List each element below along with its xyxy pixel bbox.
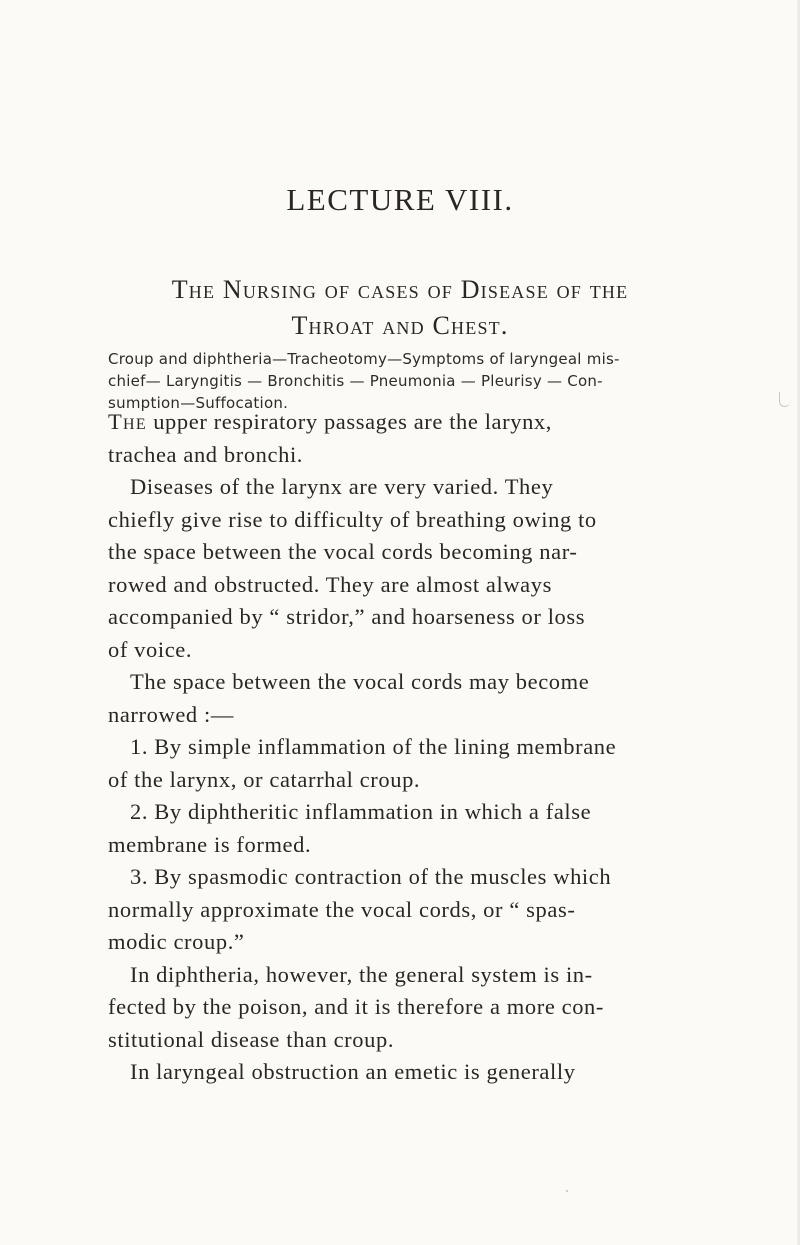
summary-line: chief— Laryngitis — Bronchitis — Pneumonia — Pleurisy — Con-	[108, 372, 603, 390]
body-line: 2. By diphtheritic inflammation in which a false	[130, 799, 592, 824]
body-line	[108, 406, 748, 439]
body-line: fected by the poison, and it is therefore a more con-	[108, 994, 605, 1019]
body-line: The space between the vocal cords may become	[130, 669, 590, 694]
lecture-heading: LECTURE VIII.	[286, 182, 514, 217]
paper-speck	[566, 1190, 568, 1192]
body-line: trachea and bronchi.	[108, 441, 304, 467]
chapter-title	[0, 272, 800, 344]
summary-line: sumption—Suffocation.	[108, 394, 289, 412]
body-line: 3. By spasmodic contraction of the muscles which	[130, 864, 612, 889]
summary-line: Croup and diphtheria—Tracheotomy—Symptoms of laryngeal mis-	[108, 350, 620, 368]
body-line: Diseases of the larynx are very varied. They	[130, 474, 554, 499]
body-line: of voice.	[108, 636, 193, 662]
body-line: narrowed :—	[108, 701, 234, 727]
body-line: 1. By simple inflammation of the lining membrane	[130, 734, 617, 759]
body-line: chiefly give rise to difficulty of breathing owing to	[108, 506, 597, 532]
body-line: In laryngeal obstruction an emetic is generally	[130, 1059, 576, 1084]
body-line: modic croup.”	[108, 929, 245, 954]
body-text	[108, 406, 748, 1089]
body-line: accompanied by “ stridor,” and hoarseness or loss	[108, 604, 586, 629]
body-line: of the larynx, or catarrhal croup.	[108, 766, 421, 792]
chapter-title-line: The Nursing of cases of Disease of the	[171, 275, 629, 304]
body-line: In diphtheria, however, the general system is in-	[130, 961, 593, 987]
margin-mark	[779, 392, 790, 407]
body-line: normally approximate the vocal cords, or “ spas-	[108, 896, 576, 922]
chapter-title-line: Throat and Chest.	[291, 311, 509, 340]
body-line: rowed and obstructed. They are almost always	[108, 571, 552, 597]
body-line: stitutional disease than croup.	[108, 1026, 395, 1052]
body-line: the space between the vocal cords becoming nar-	[108, 539, 578, 564]
body-line: membrane is formed.	[108, 831, 312, 857]
opening-word: The	[108, 409, 147, 434]
body-line-text: upper respiratory passages are the larynx,	[146, 409, 553, 434]
chapter-summary	[108, 348, 728, 414]
